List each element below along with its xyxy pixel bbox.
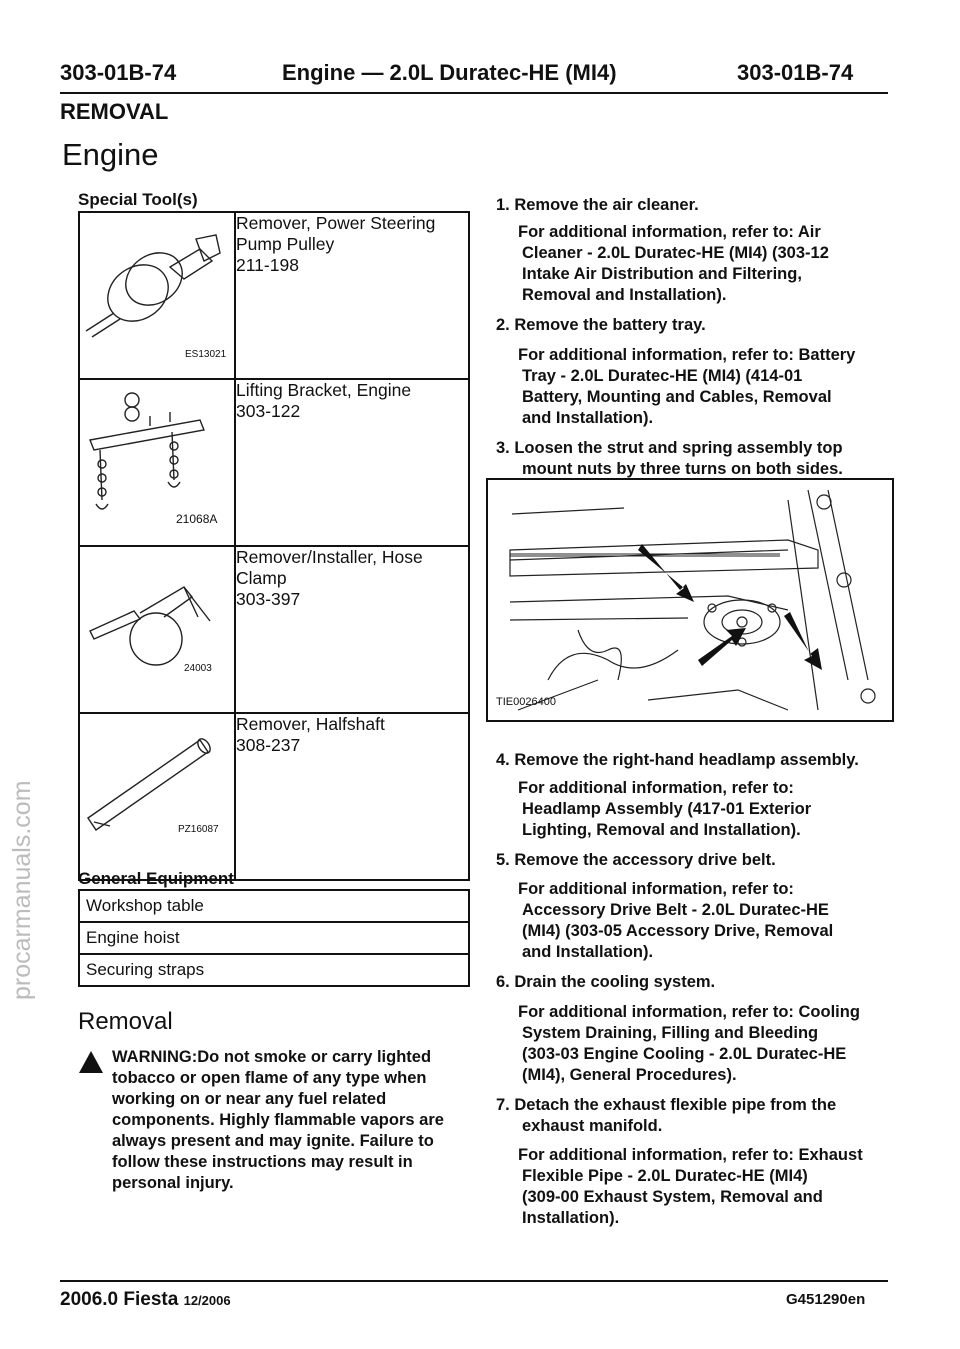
warning-line: always present and may ignite. Failure to: [112, 1132, 434, 1150]
tool-name-line: 303-122: [236, 401, 301, 421]
tool-row: [79, 713, 469, 880]
step-info: [496, 879, 896, 963]
tool-name-line: Remover/Installer, Hose: [236, 547, 423, 567]
tool-image-cell: [79, 212, 235, 379]
info-line: Removal and Installation).: [522, 286, 727, 304]
step-title-continued: mount nuts by three turns on both sides.: [522, 460, 843, 478]
info-line: Headlamp Assembly (417-01 Exterior: [522, 800, 812, 818]
tool-image-code: PZ16087: [178, 824, 219, 835]
info-line: Installation).: [522, 1209, 620, 1227]
warning-line: tobacco or open flame of any type when: [112, 1069, 427, 1087]
info-line: Lighting, Removal and Installation).: [522, 821, 801, 839]
step-info: [496, 345, 896, 429]
tool-name: [235, 546, 469, 713]
info-line: Intake Air Distribution and Filtering,: [522, 265, 802, 283]
equipment-row: [79, 890, 469, 922]
section-title: REMOVAL: [60, 99, 169, 124]
tool-name-line: Remover, Halfshaft: [236, 714, 385, 734]
info-line: For additional information, refer to: Battery: [518, 346, 856, 364]
equipment-item: Engine hoist: [79, 922, 469, 954]
info-line: For additional information, refer to: Cooling: [518, 1003, 860, 1021]
steps-1-3: [496, 195, 896, 480]
footer-date: 12/2006: [183, 1293, 231, 1308]
info-line: For additional information, refer to:: [518, 880, 794, 898]
tool-image-code: 21068A: [176, 512, 218, 526]
warning-line: WARNING:Do not smoke or carry lighted: [112, 1048, 432, 1066]
step-title: 2. Remove the battery tray.: [496, 316, 706, 334]
steps-4-7: [496, 750, 896, 1229]
footer-rule: [60, 1280, 888, 1282]
removal-heading: Removal: [78, 1008, 173, 1035]
svg-text:procarmanuals.com: procarmanuals.com: [8, 780, 36, 1000]
step-info: [496, 1145, 896, 1229]
equipment-row: [79, 954, 469, 986]
info-line: (MI4), General Procedures).: [522, 1066, 737, 1084]
info-line: For additional information, refer to: Air: [518, 223, 821, 241]
step-info: [496, 1002, 896, 1086]
equipment-item: Workshop table: [79, 890, 469, 922]
tool-name: [235, 212, 469, 379]
info-line: Cleaner - 2.0L Duratec-HE (MI4) (303-12: [522, 244, 829, 262]
watermark: [4, 500, 40, 1000]
info-line: System Draining, Filling and Bleeding: [522, 1024, 819, 1042]
tool-name-line: Pump Pulley: [236, 234, 335, 254]
step-title: 4. Remove the right-hand headlamp assembly.: [496, 751, 859, 769]
tool-name-line: 303-397: [236, 589, 301, 609]
info-line: For additional information, refer to:: [518, 779, 794, 797]
tool-name-line: Clamp: [236, 568, 287, 588]
general-equipment-table: [78, 889, 470, 987]
warning-line: follow these instructions may result in: [112, 1153, 413, 1171]
step-title: 6. Drain the cooling system.: [496, 973, 716, 991]
tool-name: [235, 379, 469, 546]
warning-icon: [78, 1050, 104, 1074]
tool-image-cell: [79, 379, 235, 546]
info-line: Battery, Mounting and Cables, Removal: [522, 388, 832, 406]
tool-image-cell: [79, 713, 235, 880]
special-tools-heading: Special Tool(s): [78, 190, 198, 209]
tool-row: [79, 212, 469, 379]
info-line: For additional information, refer to: Exhaust: [518, 1146, 863, 1164]
hose-clamp-tool-icon: [80, 547, 234, 707]
figure-code: TIE0026400: [496, 696, 556, 708]
footer-edition: [60, 1289, 231, 1311]
tool-image-cell: [79, 546, 235, 713]
tool-image-code: 24003: [184, 663, 212, 674]
tool-name-line: 211-198: [236, 255, 299, 275]
tool-name-line: 308-237: [236, 735, 301, 755]
step-info: [496, 778, 896, 841]
page-title: Engine: [62, 137, 159, 172]
halfshaft-remover-icon: [80, 714, 234, 874]
info-line: (309-00 Exhaust System, Removal and: [522, 1188, 823, 1206]
info-line: (MI4) (303-05 Accessory Drive, Removal: [522, 922, 834, 940]
step-title: 3. Loosen the strut and spring assembly top: [496, 439, 843, 457]
tool-name-line: Remover, Power Steering: [236, 213, 436, 233]
info-line: (303-03 Engine Cooling - 2.0L Duratec-HE: [522, 1045, 847, 1063]
engine-bay-figure: [486, 478, 894, 722]
footer-edition-text: 2006.0 Fiesta: [60, 1289, 179, 1310]
info-line: and Installation).: [522, 409, 654, 427]
tool-name-line: Lifting Bracket, Engine: [236, 380, 412, 400]
warning-line: components. Highly flammable vapors are: [112, 1111, 444, 1129]
general-equipment-heading: General Equipment: [78, 869, 234, 888]
info-line: Tray - 2.0L Duratec-HE (MI4) (414-01: [522, 367, 803, 385]
header-left-code: 303-01B-74: [60, 60, 177, 85]
tool-row: [79, 546, 469, 713]
tool-name: [235, 713, 469, 880]
info-line: Flexible Pipe - 2.0L Duratec-HE (MI4): [522, 1167, 808, 1185]
header-title: Engine — 2.0L Duratec-HE (MI4): [282, 60, 617, 85]
info-line: Accessory Drive Belt - 2.0L Duratec-HE: [522, 901, 829, 919]
header-rule: [60, 92, 888, 94]
warning-text: [112, 1047, 444, 1194]
footer-doc-code: G451290en: [786, 1291, 866, 1308]
info-line: and Installation).: [522, 943, 654, 961]
equipment-item: Securing straps: [79, 954, 469, 986]
tool-row: [79, 379, 469, 546]
step-title: 1. Remove the air cleaner.: [496, 196, 699, 214]
step-title: 7. Detach the exhaust flexible pipe from the: [496, 1096, 837, 1114]
step-info: [496, 222, 896, 306]
header-right-code: 303-01B-74: [737, 60, 854, 85]
step-title-continued: exhaust manifold.: [522, 1117, 663, 1135]
step-title: 5. Remove the accessory drive belt.: [496, 851, 776, 869]
special-tools-table: [78, 211, 470, 881]
equipment-row: [79, 922, 469, 954]
warning-line: personal injury.: [112, 1174, 234, 1192]
warning-line: working on or near any fuel related: [112, 1090, 387, 1108]
tool-image-code: ES13021: [185, 349, 227, 360]
engine-bay-illustration: [488, 480, 892, 720]
